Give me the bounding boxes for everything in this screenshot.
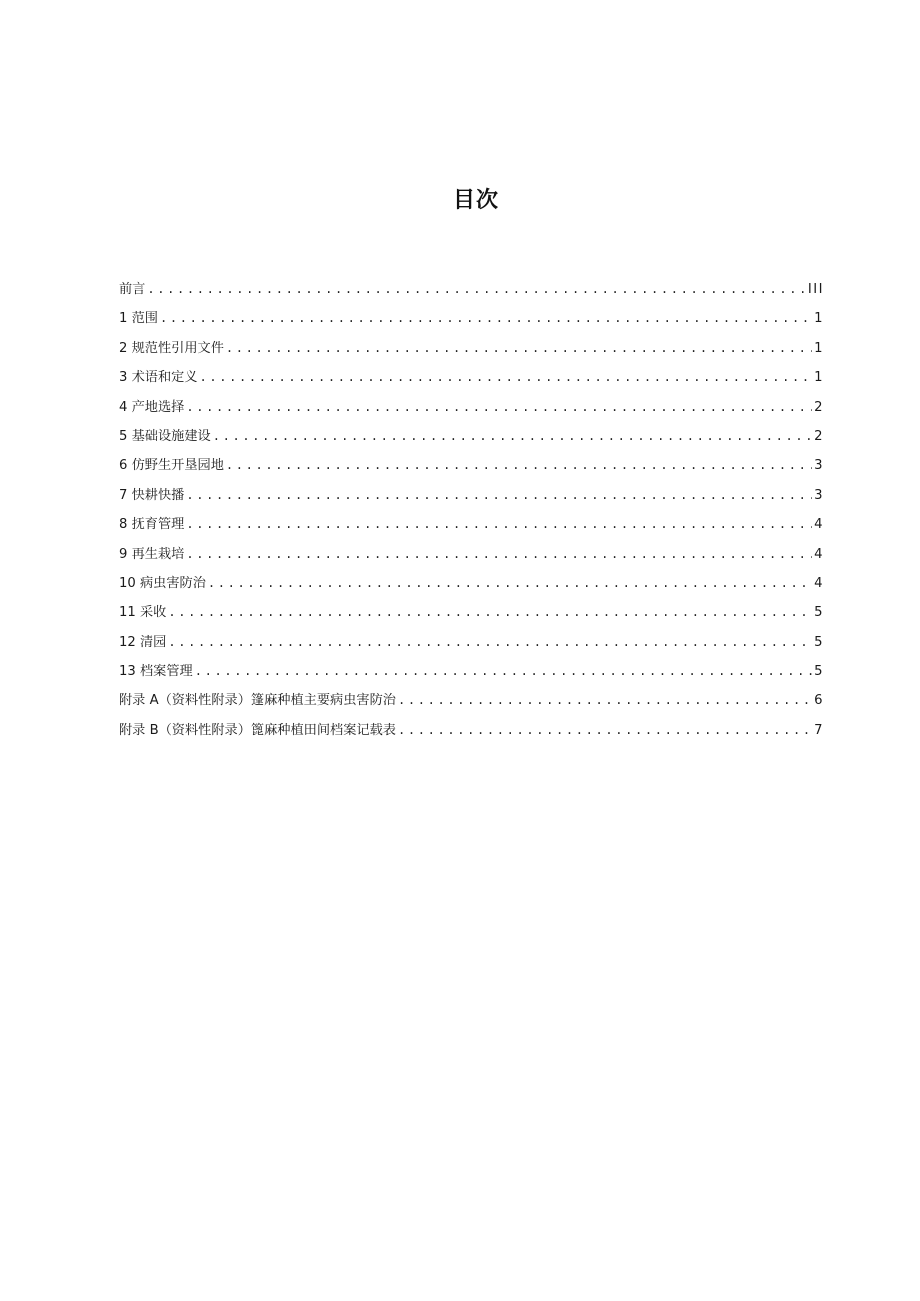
toc-title: 目次: [452, 188, 499, 213]
toc-entry[interactable]: [119, 481, 824, 510]
toc-entry-page: 5: [814, 605, 824, 621]
toc-leader-dots: [226, 451, 812, 480]
toc-entry-page: 2: [814, 399, 824, 415]
toc-entry[interactable]: [119, 628, 824, 657]
toc-entry[interactable]: [119, 569, 824, 598]
toc-entry-page: 4: [814, 517, 824, 533]
toc-entry-label: 1 范围: [119, 311, 158, 327]
toc-entry-label: 13 档案管理: [119, 664, 193, 680]
toc-leader-dots: [160, 304, 812, 333]
toc-leader-dots: [186, 393, 812, 422]
toc-entry-label: 附录 B（资料性附录）篦麻种植田间档案记载表: [119, 722, 396, 738]
toc-entry-page: 3: [814, 487, 824, 503]
toc-leader-dots: [398, 686, 812, 715]
toc-entry-label: 11 采收: [119, 605, 167, 621]
toc-leader-dots: [195, 657, 812, 686]
toc-entry-page: 4: [814, 546, 824, 562]
toc-entry[interactable]: [119, 275, 824, 304]
toc-entry-label: 7 快耕快播: [119, 487, 185, 503]
toc-entry-label: 6 仿野生开垦园地: [119, 458, 224, 474]
toc-leader-dots: [226, 334, 812, 363]
toc-entry-page: 7: [814, 722, 824, 738]
toc-entry[interactable]: [119, 510, 824, 539]
toc-entry-label: 前言: [119, 282, 146, 297]
toc-entry[interactable]: [119, 716, 824, 745]
toc-entry-label: 9 再生栽培: [119, 546, 185, 562]
toc-entry-label: 3 术语和定义: [119, 370, 198, 386]
toc-entry-page: 2: [814, 428, 824, 444]
toc-entry-label: 12 清园: [119, 634, 167, 650]
toc-leader-dots: [186, 510, 812, 539]
toc-entry[interactable]: [119, 657, 824, 686]
toc-entry[interactable]: [119, 598, 824, 627]
toc-leader-dots: [398, 716, 812, 745]
toc-leader-dots: [186, 481, 812, 510]
toc-leader-dots: [168, 628, 812, 657]
toc-entry[interactable]: [119, 686, 824, 715]
toc-entry-page: 3: [814, 458, 824, 474]
toc-entry-label: 8 抚育管理: [119, 517, 185, 533]
toc-entry[interactable]: [119, 393, 824, 422]
toc-entry-label: 4 产地选择: [119, 399, 185, 415]
toc-leader-dots: [208, 569, 812, 598]
toc-entry-page: 4: [814, 575, 824, 591]
toc-entry-label: 2 规范性引用文件: [119, 340, 224, 356]
toc-leader-dots: [168, 598, 812, 627]
toc-entry[interactable]: [119, 540, 824, 569]
toc-entry-page: 1: [814, 340, 824, 356]
toc-entry-page: 5: [814, 634, 824, 650]
toc-entry[interactable]: [119, 422, 824, 451]
toc-entry-page: 1: [814, 311, 824, 327]
toc-entry[interactable]: [119, 451, 824, 480]
toc-entry[interactable]: [119, 304, 824, 333]
toc-entry[interactable]: [119, 363, 824, 392]
toc-entry-label: 附录 A（资料性附录）篷麻种植主要病虫害防治: [119, 693, 396, 709]
toc-entry-page: 5: [814, 664, 824, 680]
toc-leader-dots: [147, 275, 805, 304]
toc-entry-page: 6: [814, 693, 824, 709]
toc-leader-dots: [186, 540, 812, 569]
toc-entry-page: III: [807, 282, 824, 297]
toc-list: [119, 275, 824, 745]
toc-entry-label: 5 基础设施建设: [119, 428, 211, 444]
toc-entry-label: 10 病虫害防治: [119, 575, 206, 591]
toc-entry[interactable]: [119, 334, 824, 363]
toc-entry-page: 1: [814, 370, 824, 386]
toc-leader-dots: [200, 363, 813, 392]
toc-leader-dots: [213, 422, 812, 451]
